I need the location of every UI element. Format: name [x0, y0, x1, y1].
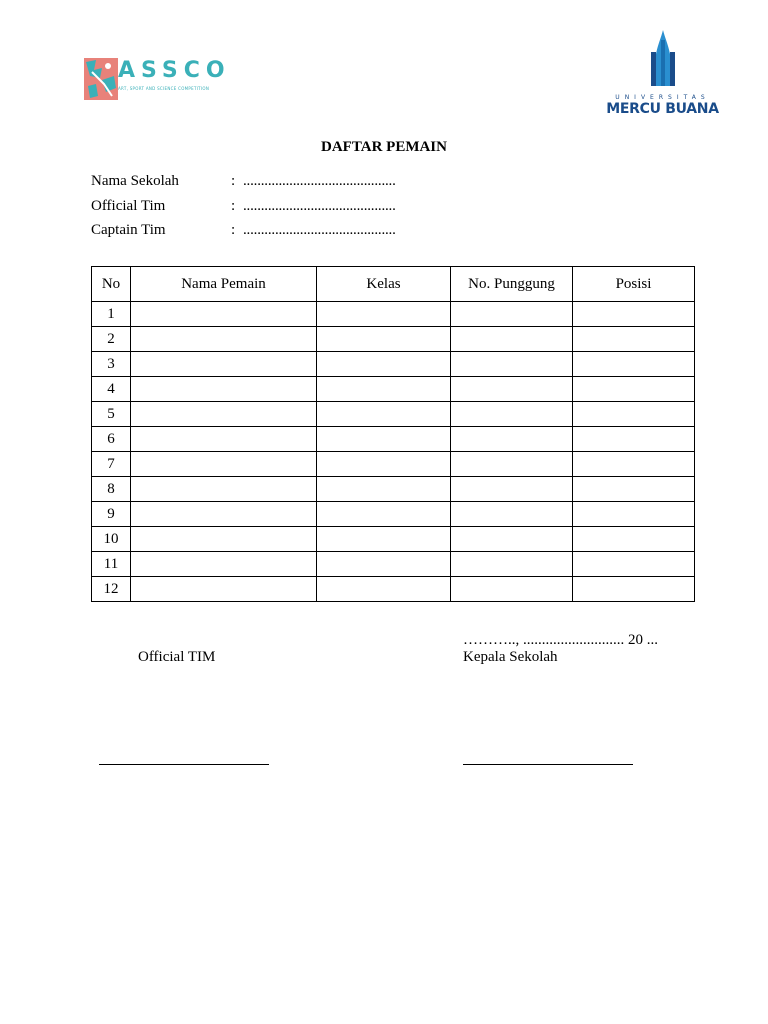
cell-nama-pemain[interactable] [131, 502, 317, 527]
cell-kelas[interactable] [317, 377, 451, 402]
table-row [92, 352, 695, 377]
row-number: 3 [92, 352, 131, 377]
header-no: No [92, 267, 131, 302]
table-row [92, 452, 695, 477]
cell-kelas[interactable] [317, 352, 451, 377]
header-no-punggung: No. Punggung [451, 267, 573, 302]
row-number: 1 [92, 302, 131, 327]
assco-wordmark: ASSCO [118, 58, 231, 83]
table-header-row [92, 267, 695, 302]
cell-kelas[interactable] [317, 477, 451, 502]
cell-no-punggung[interactable] [451, 302, 573, 327]
cell-no-punggung[interactable] [451, 502, 573, 527]
cell-posisi[interactable] [573, 402, 695, 427]
cell-kelas[interactable] [317, 577, 451, 602]
signature-label-kepala-sekolah: Kepala Sekolah [463, 649, 558, 665]
row-number: 2 [92, 327, 131, 352]
cell-posisi[interactable] [573, 452, 695, 477]
header-kelas: Kelas [317, 267, 451, 302]
cell-no-punggung[interactable] [451, 477, 573, 502]
date-line[interactable]: ……….., ........................... 20 ... [463, 632, 658, 648]
cell-no-punggung[interactable] [451, 577, 573, 602]
cell-posisi[interactable] [573, 377, 695, 402]
player-table [91, 266, 695, 602]
mercu-buana-name: MERCU BUANA [606, 101, 719, 117]
header-nama-pemain: Nama Pemain [131, 267, 317, 302]
signature-line-official-tim[interactable] [99, 764, 269, 765]
cell-posisi[interactable] [573, 302, 695, 327]
cell-posisi[interactable] [573, 552, 695, 577]
cell-posisi[interactable] [573, 427, 695, 452]
assco-emblem-icon [82, 56, 122, 104]
field-colon: : [231, 173, 236, 189]
cell-kelas[interactable] [317, 527, 451, 552]
table-row [92, 552, 695, 577]
field-value-official-tim[interactable]: ........................................... [243, 198, 396, 214]
field-colon: : [231, 198, 236, 214]
cell-no-punggung[interactable] [451, 377, 573, 402]
mercu-buana-top-text: UNIVERSITAS [615, 94, 710, 101]
row-number: 7 [92, 452, 131, 477]
cell-kelas[interactable] [317, 402, 451, 427]
cell-no-punggung[interactable] [451, 427, 573, 452]
cell-kelas[interactable] [317, 327, 451, 352]
cell-kelas[interactable] [317, 502, 451, 527]
header-posisi: Posisi [573, 267, 695, 302]
assco-logo [82, 56, 231, 104]
cell-nama-pemain[interactable] [131, 302, 317, 327]
cell-kelas[interactable] [317, 427, 451, 452]
mercu-buana-logo [600, 30, 725, 120]
table-row [92, 477, 695, 502]
row-number: 4 [92, 377, 131, 402]
cell-nama-pemain[interactable] [131, 452, 317, 477]
row-number: 5 [92, 402, 131, 427]
row-number: 6 [92, 427, 131, 452]
cell-posisi[interactable] [573, 577, 695, 602]
cell-no-punggung[interactable] [451, 402, 573, 427]
assco-tagline: ART, SPORT AND SCIENCE COMPETITION [118, 86, 210, 91]
table-row [92, 502, 695, 527]
cell-no-punggung[interactable] [451, 327, 573, 352]
signature-label-official-tim: Official TIM [138, 649, 216, 665]
cell-posisi[interactable] [573, 477, 695, 502]
signature-line-kepala-sekolah[interactable] [463, 764, 633, 765]
cell-kelas[interactable] [317, 552, 451, 577]
cell-no-punggung[interactable] [451, 352, 573, 377]
cell-nama-pemain[interactable] [131, 427, 317, 452]
table-row [92, 377, 695, 402]
document-title: DAFTAR PEMAIN [321, 139, 447, 155]
cell-posisi[interactable] [573, 352, 695, 377]
cell-nama-pemain[interactable] [131, 352, 317, 377]
cell-no-punggung[interactable] [451, 552, 573, 577]
cell-posisi[interactable] [573, 327, 695, 352]
row-number: 10 [92, 527, 131, 552]
table-row [92, 402, 695, 427]
table-row [92, 577, 695, 602]
table-row [92, 527, 695, 552]
cell-nama-pemain[interactable] [131, 327, 317, 352]
table-body [92, 302, 695, 602]
row-number: 8 [92, 477, 131, 502]
cell-no-punggung[interactable] [451, 452, 573, 477]
cell-posisi[interactable] [573, 502, 695, 527]
table-row [92, 327, 695, 352]
field-value-nama-sekolah[interactable]: ........................................... [243, 173, 396, 189]
cell-nama-pemain[interactable] [131, 577, 317, 602]
cell-nama-pemain[interactable] [131, 527, 317, 552]
table-row [92, 427, 695, 452]
cell-nama-pemain[interactable] [131, 377, 317, 402]
row-number: 12 [92, 577, 131, 602]
cell-nama-pemain[interactable] [131, 402, 317, 427]
row-number: 11 [92, 552, 131, 577]
table-row [92, 302, 695, 327]
field-label-captain-tim: Captain Tim [91, 222, 166, 238]
field-label-nama-sekolah: Nama Sekolah [91, 173, 179, 189]
cell-posisi[interactable] [573, 527, 695, 552]
field-value-captain-tim[interactable]: ........................................... [243, 222, 396, 238]
field-colon: : [231, 222, 236, 238]
cell-no-punggung[interactable] [451, 527, 573, 552]
cell-nama-pemain[interactable] [131, 552, 317, 577]
cell-kelas[interactable] [317, 302, 451, 327]
mercu-buana-emblem-icon [648, 30, 678, 90]
row-number: 9 [92, 502, 131, 527]
cell-kelas[interactable] [317, 452, 451, 477]
field-label-official-tim: Official Tim [91, 198, 166, 214]
cell-nama-pemain[interactable] [131, 477, 317, 502]
